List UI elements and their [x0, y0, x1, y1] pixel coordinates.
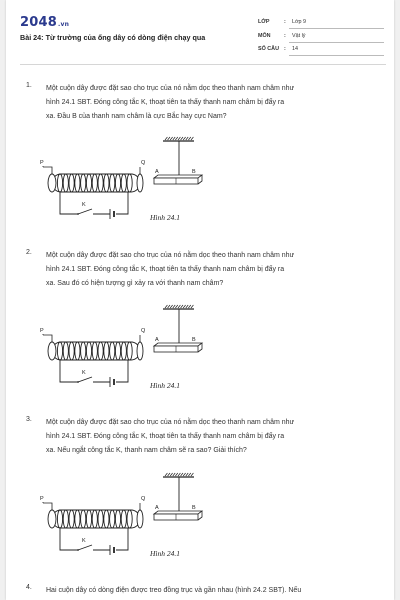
- meta-count: SỐ CÂU : 14: [258, 44, 388, 56]
- meta-subject: MÔN : Vật lý: [258, 31, 388, 43]
- question-number: 2.: [26, 249, 32, 256]
- site-logo[interactable]: [20, 15, 69, 30]
- magnet-end-b-label: B: [192, 505, 196, 511]
- question-number: 1.: [26, 82, 32, 89]
- header-divider: [20, 64, 386, 65]
- figure-caption: Hình 24.1: [150, 213, 180, 222]
- terminal-p-label: P: [40, 328, 44, 334]
- figure-24-1: [38, 304, 208, 399]
- figure-caption: Hình 24.1: [150, 549, 180, 558]
- question-text: Một cuộn dây được đặt sao cho trục của nó nằm dọc theo thanh nam châm như hình 24.1 SBT. Đóng công tắc K, thoạt tiên ta thấy thanh nam châm bị đẩy ra xa. Sau đó có hiện tượng gì xảy ra với thanh nam châm?: [46, 252, 295, 287]
- meta-value: Lớp 9: [292, 19, 307, 25]
- figure-caption: Hình 24.1: [150, 381, 180, 390]
- switch-k-label: K: [82, 370, 86, 376]
- terminal-p-label: P: [40, 496, 44, 502]
- meta-class: LỚP : Lớp 9: [258, 17, 388, 29]
- figure-24-1: [38, 472, 208, 567]
- logo-suffix: .vn: [57, 21, 70, 28]
- question-number: 3.: [26, 416, 32, 423]
- meta-value: Vật lý: [292, 33, 306, 39]
- meta-value: 14: [292, 46, 298, 52]
- solenoid-diagram: [38, 304, 208, 399]
- worksheet-page: [6, 0, 394, 600]
- figure-24-1: [38, 136, 208, 231]
- terminal-q-label: Q: [141, 496, 146, 502]
- question-text: Một cuộn dây được đặt sao cho trục của nó nằm dọc theo thanh nam châm như hình 24.1 SBT. Đóng công tắc K, thoạt tiên ta thấy thanh nam châm bị đẩy ra xa. Nếu ngắt công tắc K, thanh nam châm sẽ ra sao? Giải thích?: [46, 419, 295, 454]
- question-text: Hai cuộn dây có dòng điện được treo đồng trục và gần nhau (hình 24.2 SBT). Nếu: [46, 587, 302, 594]
- question-number: 4.: [26, 584, 32, 591]
- terminal-q-label: Q: [141, 328, 146, 334]
- lesson-title: Bài 24: Từ trường của ống dây có dòng điện chạy qua: [20, 33, 206, 42]
- magnet-end-a-label: A: [155, 337, 159, 343]
- magnet-end-a-label: A: [155, 505, 159, 511]
- switch-k-label: K: [82, 202, 86, 208]
- magnet-end-a-label: A: [155, 169, 159, 175]
- magnet-end-b-label: B: [192, 337, 196, 343]
- meta-label: SỐ CÂU: [258, 46, 279, 52]
- terminal-p-label: P: [40, 160, 44, 166]
- solenoid-diagram: [38, 472, 208, 567]
- question-text: Một cuộn dây được đặt sao cho trục của nó nằm dọc theo thanh nam châm như hình 24.1 SBT. Đóng công tắc K, thoạt tiên ta thấy thanh nam châm bị đẩy ra xa. Đầu B của thanh nam châm là cực Bắc hay cực Nam?: [46, 85, 295, 120]
- magnet-end-b-label: B: [192, 169, 196, 175]
- logo-text: 2048: [20, 15, 57, 30]
- solenoid-diagram: [38, 136, 208, 231]
- switch-k-label: K: [82, 538, 86, 544]
- meta-label: MÔN: [258, 33, 271, 39]
- meta-label: LỚP: [258, 19, 270, 25]
- terminal-q-label: Q: [141, 160, 146, 166]
